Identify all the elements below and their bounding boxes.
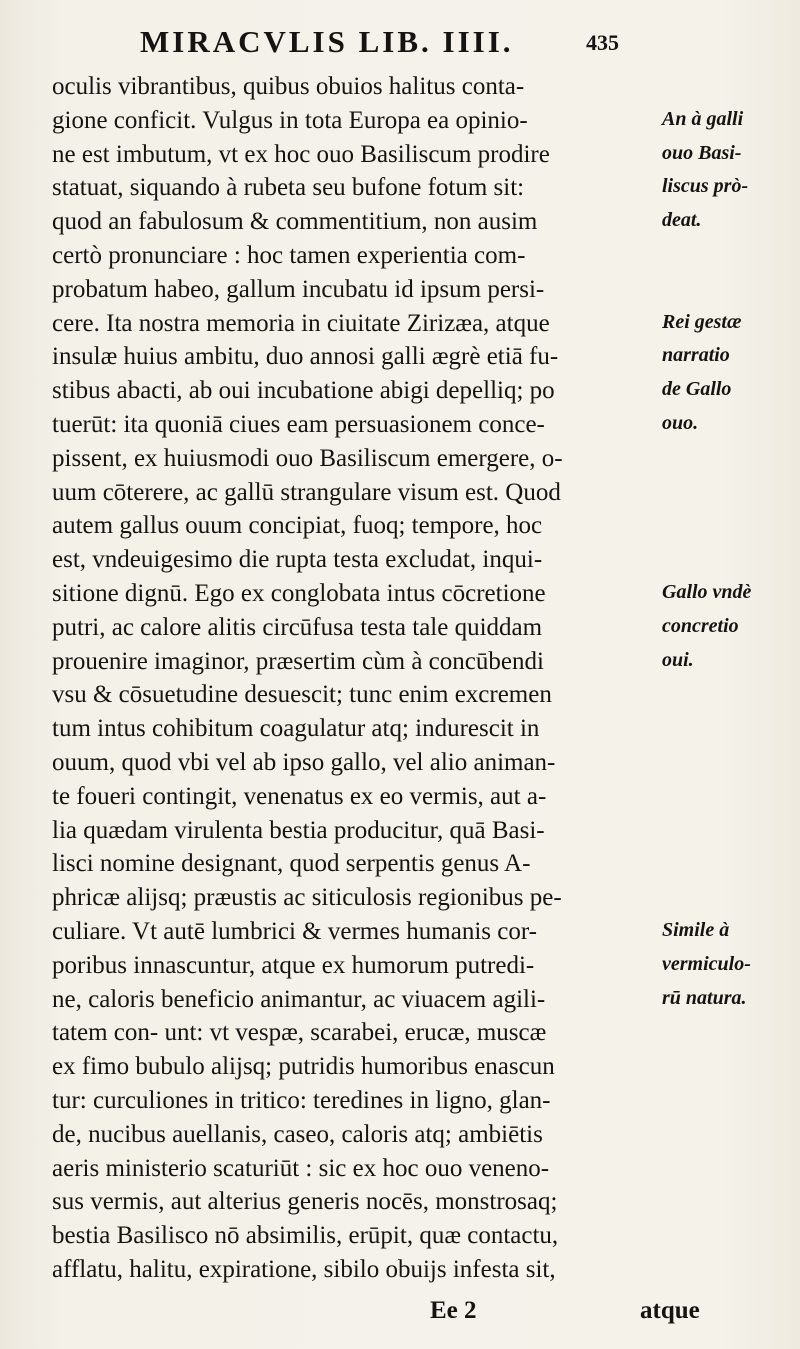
text-line: tur: curculiones in tritico: teredines in ligno, glan-	[52, 1086, 551, 1114]
catchword: atque	[640, 1297, 700, 1324]
text-line: oculis vibrantibus, quibus obuios halitus conta-	[52, 73, 525, 100]
text-line: certò pronunciare : hoc tamen experientia com-	[52, 241, 526, 269]
text-line: est, vndeuigesimo die rupta testa excludat, inqui-	[52, 546, 543, 574]
marginal-note: ouo.	[662, 412, 699, 434]
text-line: gione conficit. Vulgus in tota Europa ea opinio-	[52, 106, 528, 134]
text-line: insulæ huius ambitu, duo annosi galli ægrè etiā fu-	[52, 343, 559, 371]
text-line: poribus innascuntur, atque ex humorum putredi-	[52, 951, 535, 979]
marginal-note: Rei gestæ	[662, 310, 742, 333]
text-line: de, nucibus auellanis, caseo, caloris atq; ambiētis	[52, 1120, 543, 1148]
body-text	[52, 70, 712, 1287]
text-line: lia quædam virulenta bestia producitur, quā Basi-	[52, 816, 545, 844]
text-line: bestia Basilisco nō absimilis, erūpit, quæ contactu,	[52, 1222, 559, 1250]
text-line: tatem con- unt: vt vespæ, scarabei, erucæ, muscæ	[52, 1019, 547, 1047]
text-line: ne est imbutum, vt ex hoc ouo Basiliscum prodire	[52, 140, 550, 168]
marginal-note: liscus prò-	[662, 175, 749, 198]
page-header	[140, 22, 740, 66]
marginal-note: concretio	[662, 614, 739, 637]
text-line: afflatu, halitu, expiratione, sibilo obuijs infesta sit,	[52, 1255, 556, 1283]
marginal-note: rū natura.	[662, 986, 747, 1009]
marginal-note: ouo Basi-	[662, 141, 742, 164]
text-line: ouum, quod vbi vel ab ipso gallo, vel alio animan-	[52, 748, 556, 776]
text-line: sitione dignū. Ego ex conglobata intus cōcretione	[52, 579, 546, 607]
text-line: phricæ alijsq; præustis ac siticulosis regionibus pe-	[52, 884, 562, 912]
text-line: putri, ac calore alitis circūfusa testa tale quiddam	[52, 613, 543, 641]
text-line: prouenire imaginor, præsertim cùm à concūbendi	[52, 647, 544, 675]
text-line: probatum habeo, gallum incubatu id ipsum persi-	[52, 275, 545, 303]
marginal-note: vermiculo-	[662, 952, 751, 975]
marginal-note: de Gallo	[662, 378, 732, 401]
text-line: pissent, ex huiusmodi ouo Basiliscum emergere, o-	[52, 444, 563, 472]
text-line: quod an fabulosum & commentitium, non ausim	[52, 208, 538, 236]
text-line: aeris ministerio scaturiūt : sic ex hoc ouo veneno-	[52, 1154, 550, 1182]
text-line: ne, caloris beneficio animantur, ac viuacem agili-	[52, 985, 546, 1013]
text-line: tuerūt: ita quoniā ciues eam persuasionem conce-	[52, 410, 545, 438]
marginal-note: Gallo vndè	[662, 581, 752, 603]
text-line: te foueri contingit, venenatus ex eo vermis, aut a-	[52, 782, 547, 810]
marginal-note: narratio	[662, 344, 730, 367]
marginal-note: Simile à	[662, 919, 730, 941]
marginal-note: An à galli	[662, 107, 744, 130]
text-line: ex fimo bubulo alijsq; putridis humoribus enascun	[52, 1053, 555, 1081]
text-line: vsu & cōsuetudine desuescit; tunc enim excremen	[52, 681, 552, 709]
text-line: stibus abacti, ab oui incubatione abigi depelliq; po	[52, 377, 555, 405]
running-title: MIRACVLIS LIB. IIII.	[140, 24, 514, 59]
page-footer	[430, 1297, 770, 1329]
text-line: autem gallus ouum concipiat, fuoq; tempore, hoc	[52, 512, 543, 540]
marginal-note: oui.	[662, 648, 694, 671]
signature-mark: Ee 2	[430, 1297, 477, 1324]
text-line: culiare. Vt autē lumbrici & vermes humanis cor-	[52, 917, 537, 945]
page-number: 435	[586, 30, 619, 55]
text-line: uum cōterere, ac gallū strangulare visum est. Quod	[52, 478, 561, 506]
marginal-note: deat.	[662, 209, 702, 232]
text-line: cere. Ita nostra memoria in ciuitate Zirizæa, atque	[52, 309, 550, 337]
text-line: tum intus cohibitum coagulatur atq; indurescit in	[52, 715, 540, 743]
text-line: statuat, siquando à rubeta seu bufone fotum sit:	[52, 174, 525, 202]
text-line: lisci nomine designant, quod serpentis genus A-	[52, 850, 531, 878]
text-line: sus vermis, aut alterius generis nocēs, monstrosaq;	[52, 1188, 558, 1216]
